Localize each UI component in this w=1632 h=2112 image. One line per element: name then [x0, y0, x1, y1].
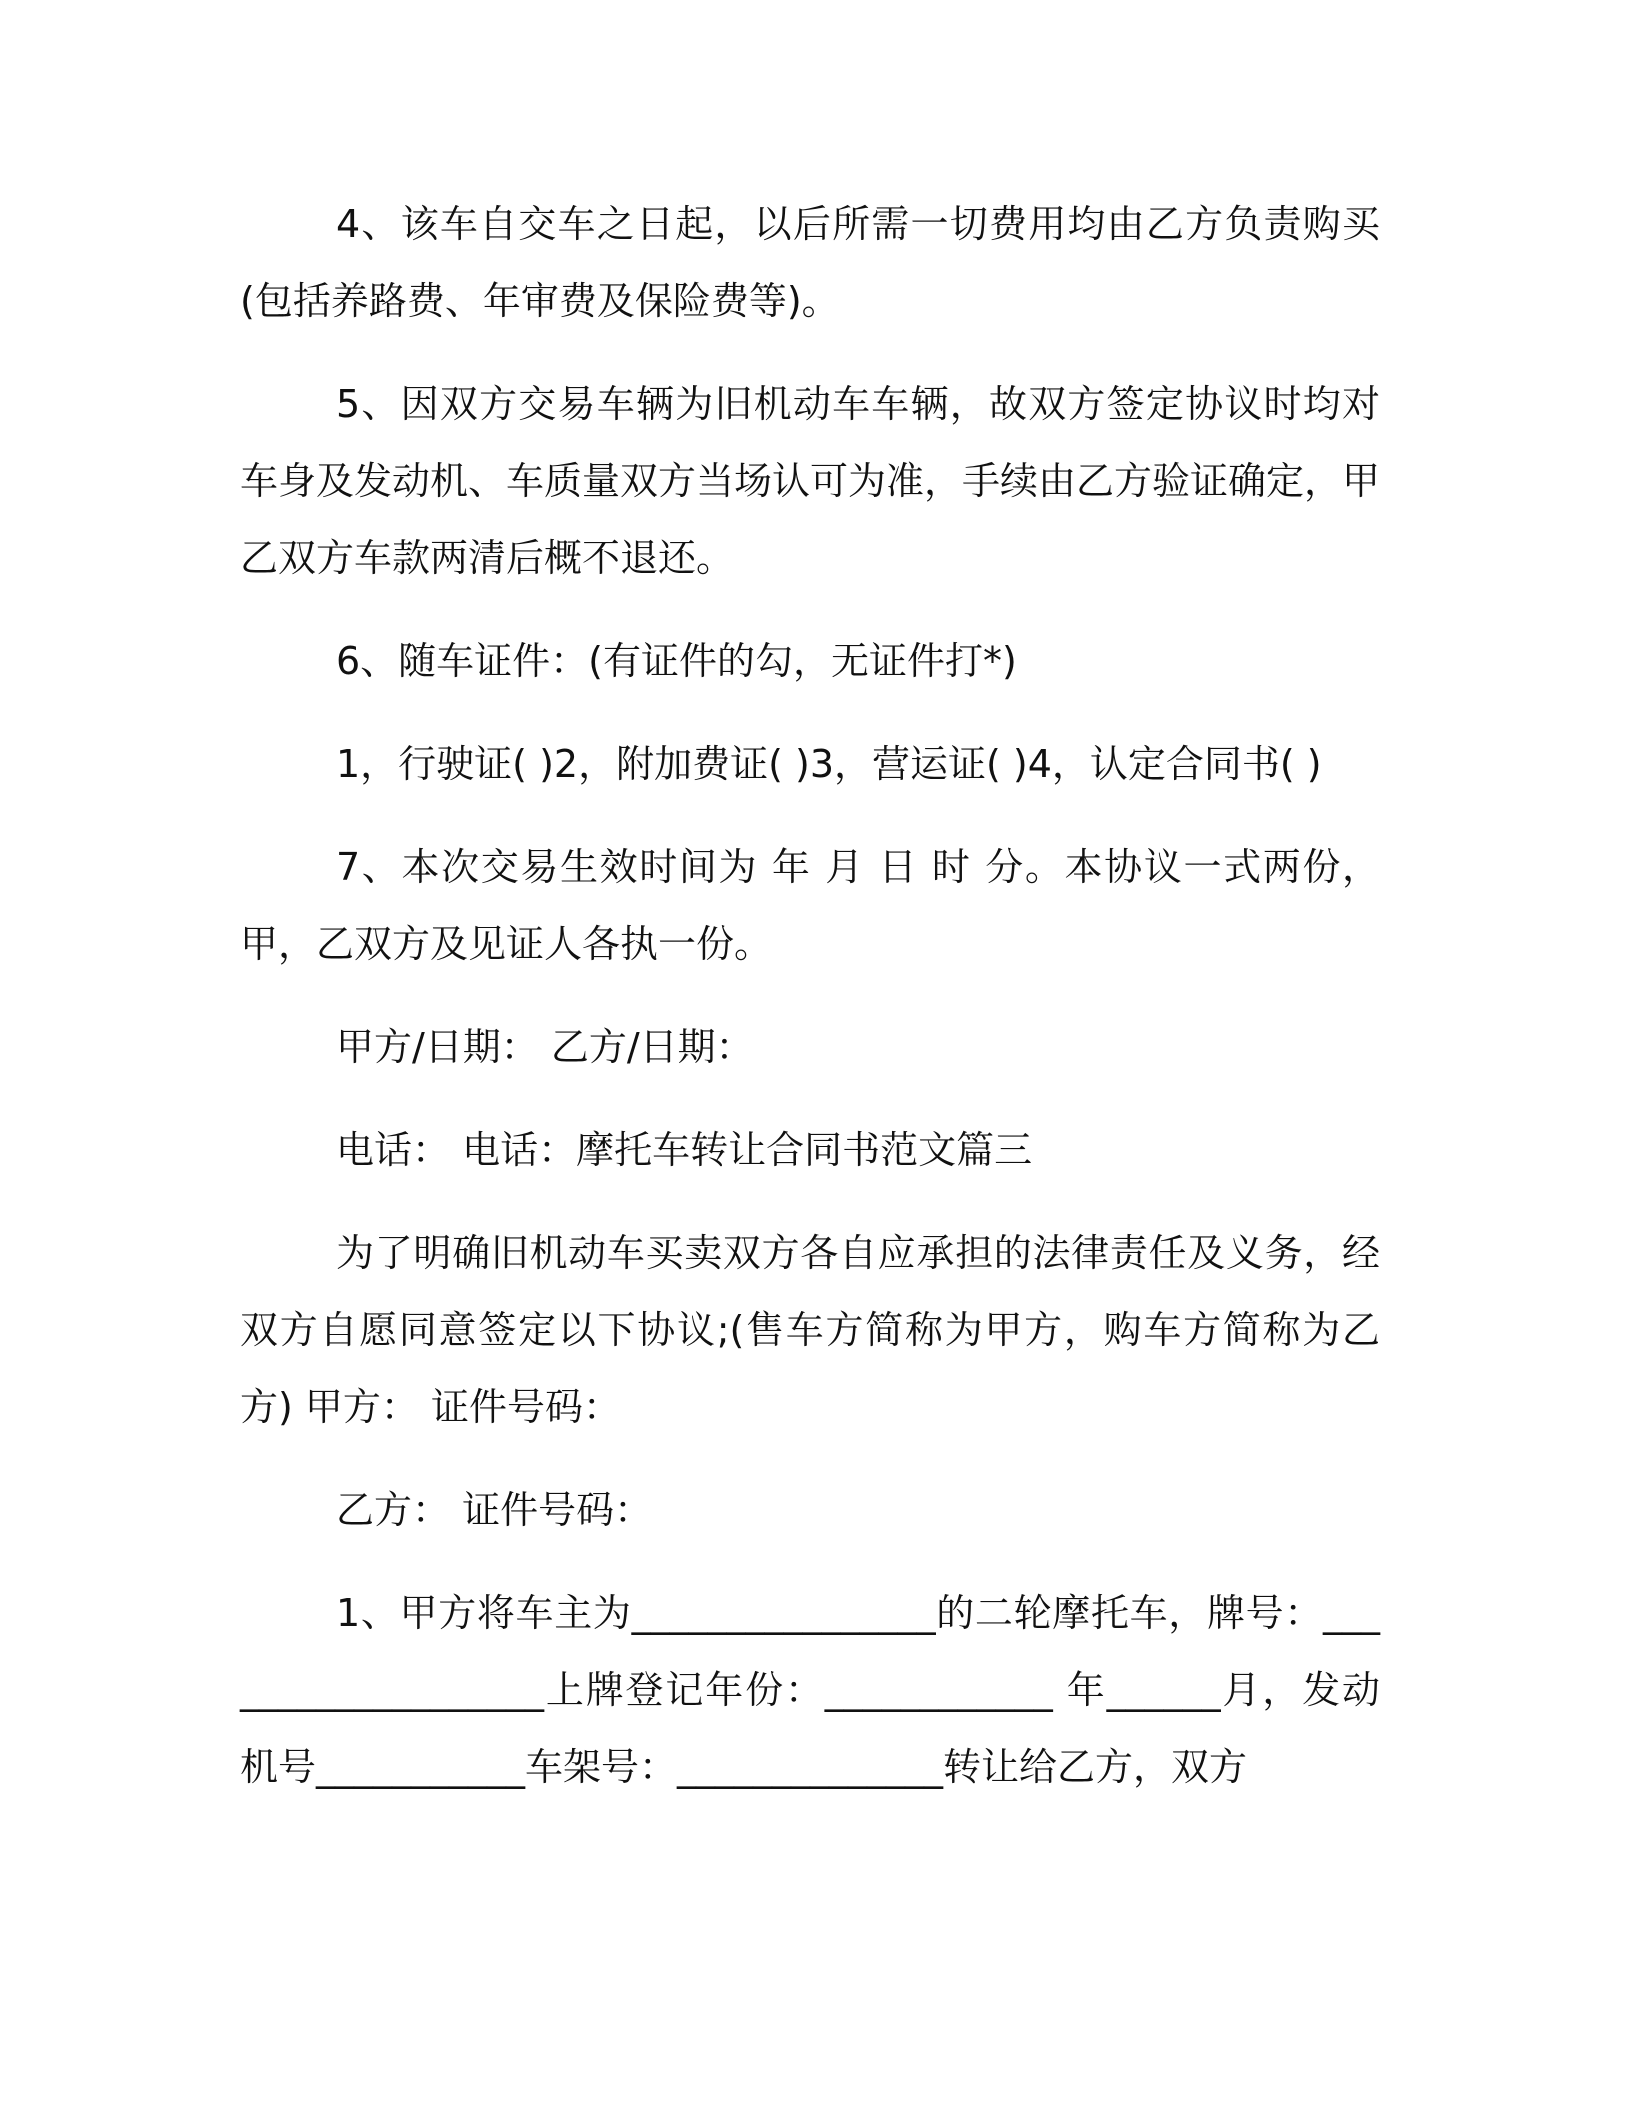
clause-1-transfer-text: 1、甲方将车主为________________的二轮摩托车，牌号：___________________上牌登记年份：____________ 年______月，发动机号___________车架号：______________转让给乙方，双方 — [240, 1591, 1380, 1789]
party-b-line — [240, 1472, 1380, 1549]
clause-5-text: 5、因双方交易车辆为旧机动车车辆，故双方签定协议时均对车身及发动机、车质量双方当场认可为准，手续由乙方验证确定，甲乙双方车款两清后概不退还。 — [240, 382, 1381, 580]
clause-5 — [240, 366, 1380, 597]
document-body — [240, 186, 1380, 1832]
documents-checklist-text: 1，行驶证( )2，附加费证( )3，营运证( )4，认定合同书( ) — [336, 742, 1322, 786]
phone-line — [240, 1112, 1380, 1189]
clause-7 — [240, 829, 1380, 983]
agreement-intro-text: 为了明确旧机动车买卖双方各自应承担的法律责任及义务，经双方自愿同意签定以下协议;(售车方简称为甲方，购车方简称为乙方) 甲方： 证件号码： — [240, 1231, 1380, 1429]
clause-1-transfer — [240, 1575, 1380, 1806]
signature-date-text: 甲方/日期： 乙方/日期： — [336, 1025, 754, 1069]
signature-date-line — [240, 1009, 1380, 1086]
phone-line-text: 电话： 电话：摩托车转让合同书范文篇三 — [336, 1128, 1033, 1172]
agreement-intro — [240, 1215, 1380, 1446]
party-b-text: 乙方： 证件号码： — [336, 1488, 653, 1532]
documents-checklist — [240, 726, 1380, 803]
clause-7-text: 7、本次交易生效时间为 年 月 日 时 分。本协议一式两份，甲，乙双方及见证人各执一份。 — [240, 845, 1380, 966]
clause-4-text: 4、该车自交车之日起，以后所需一切费用均由乙方负责购买(包括养路费、年审费及保险费等)。 — [240, 202, 1380, 323]
clause-4 — [240, 186, 1380, 340]
clause-6 — [240, 623, 1380, 700]
clause-6-text: 6、随车证件：(有证件的勾，无证件打*) — [336, 639, 1017, 683]
